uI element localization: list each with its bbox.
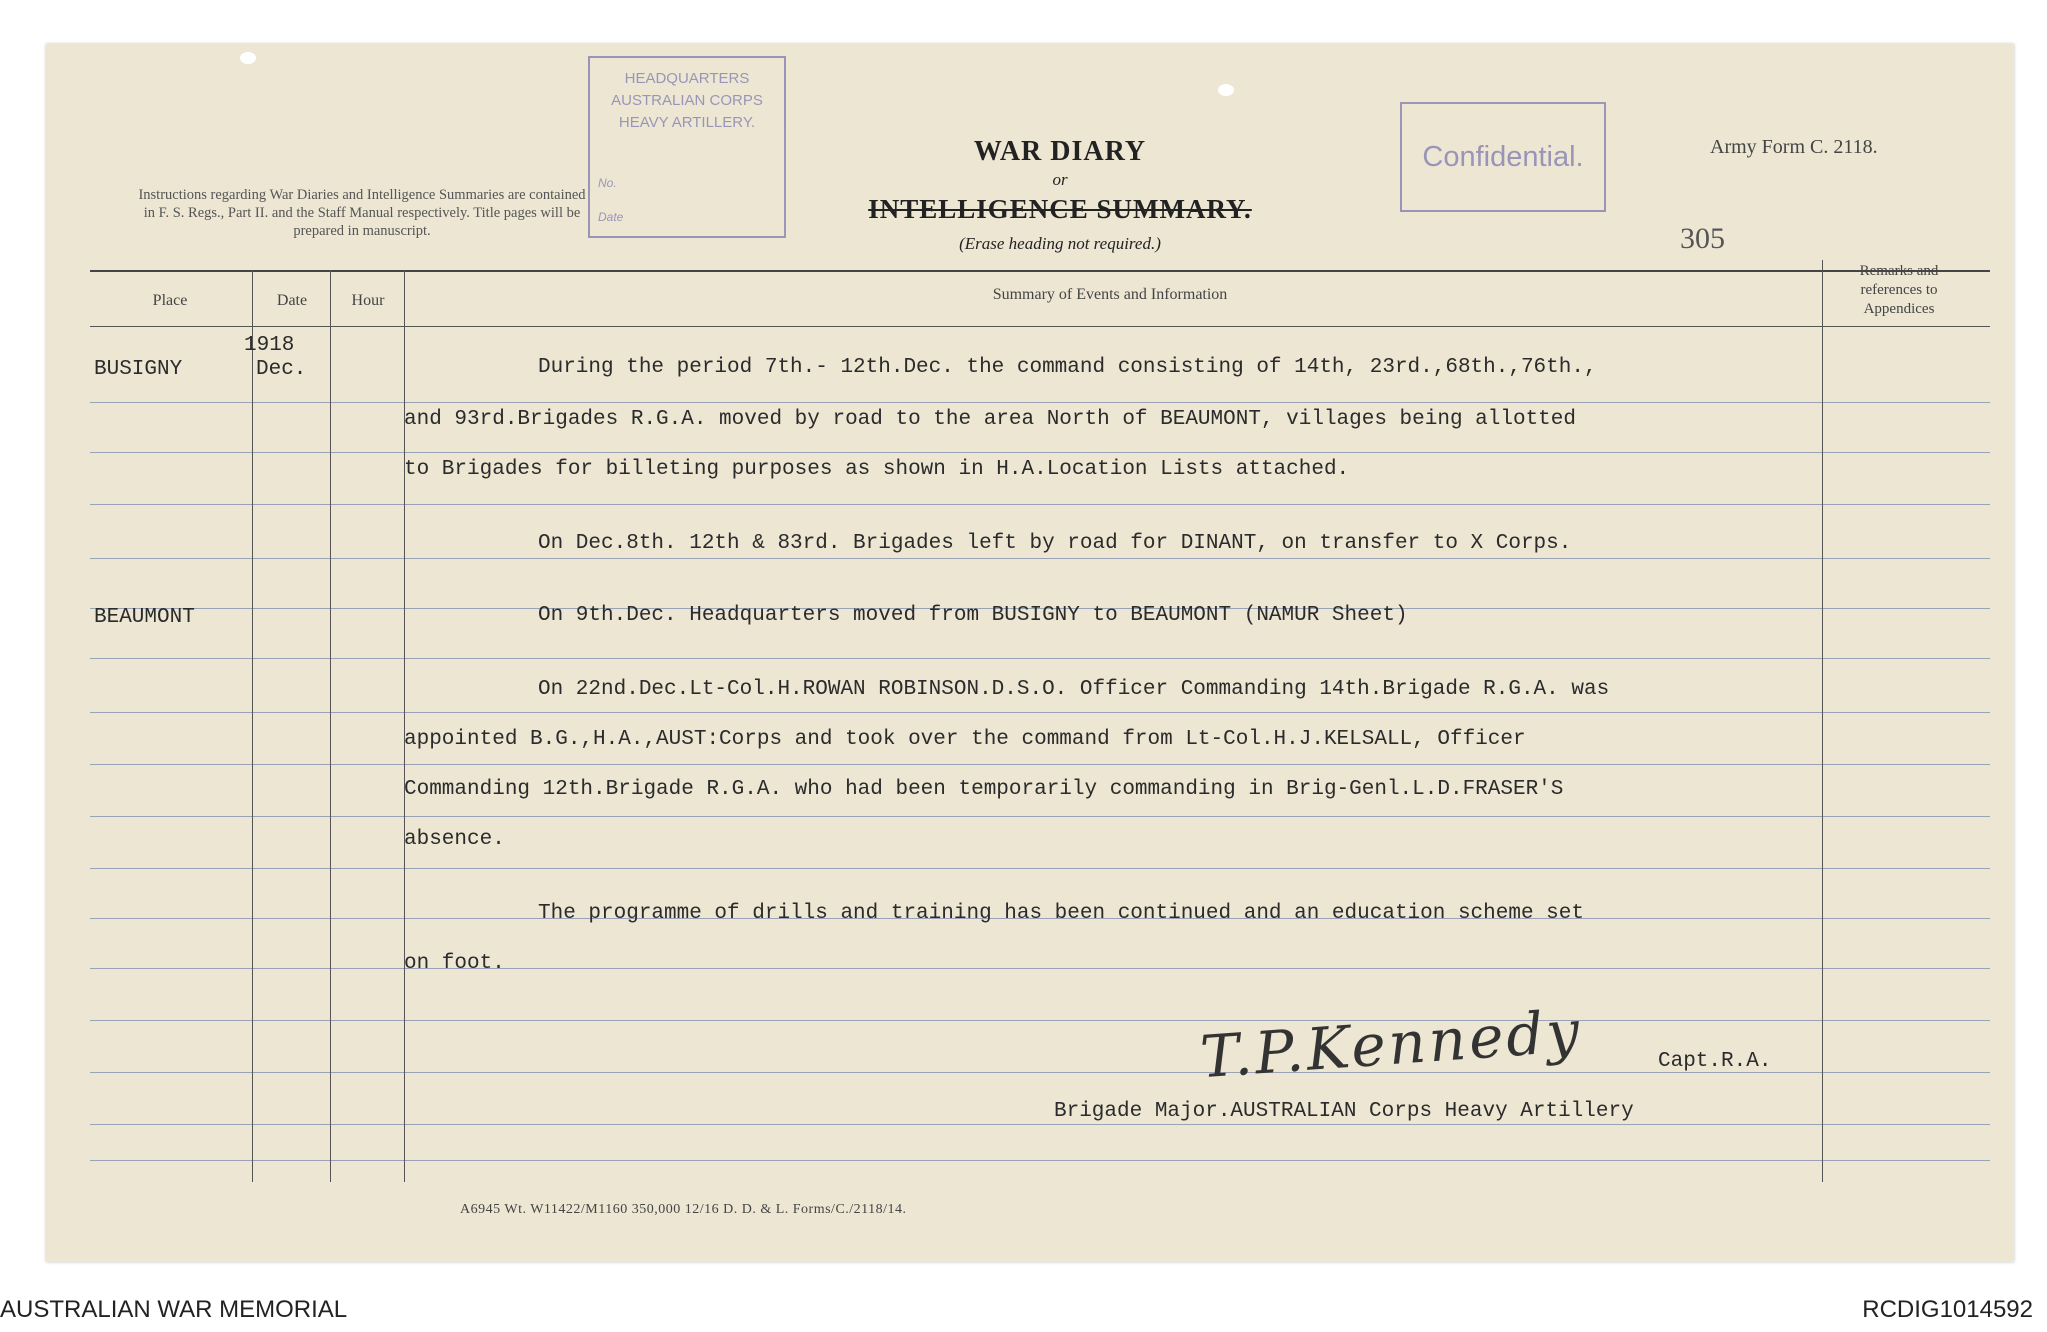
column-header-hour: Hour (351, 292, 385, 309)
instructions-note: Instructions regarding War Diaries and Intelligence Summaries are contained in F. S. Regs., Part II. and the Staff Manual respectively. Title pages will be prepared in manuscript. (138, 187, 586, 239)
page-number: 305 (1680, 222, 1725, 255)
archive-id: RCDIG1014592 (1862, 1296, 2033, 1323)
row-rule (90, 968, 1990, 969)
row-rule (90, 504, 1990, 505)
stamp-line: AUSTRALIAN CORPS (611, 92, 763, 109)
row-rule (90, 712, 1990, 713)
column-header-date: Date (276, 292, 308, 309)
row-rule (90, 1020, 1990, 1021)
summary-line: to Brigades for billeting purposes as shown in H.A.Location Lists attached. (404, 458, 1350, 481)
row-rule (90, 1124, 1990, 1125)
row-rule (90, 816, 1990, 817)
signature-rank: Capt.R.A. (1658, 1050, 1772, 1073)
place-entry: BUSIGNY (94, 358, 183, 381)
column-divider (404, 270, 405, 1182)
form-print-line: A6945 Wt. W11422/M1160 350,000 12/16 D. D. & L. Forms/C./2118/14. (460, 1202, 907, 1217)
row-rule (90, 452, 1990, 453)
row-rule (90, 764, 1990, 765)
erase-note: (Erase heading not required.) (959, 234, 1161, 253)
punch-hole (1218, 84, 1234, 96)
place-entry: BEAUMONT (94, 606, 195, 629)
summary-line: appointed B.G.,H.A.,AUST:Corps and took over the command from Lt-Col.H.J.KELSALL, Officer (404, 728, 1526, 751)
punch-hole (240, 52, 256, 64)
summary-line: on foot. (404, 952, 505, 975)
summary-line: absence. (404, 828, 505, 851)
column-header-place: Place (152, 292, 188, 309)
form-title-or: or (1052, 170, 1068, 189)
summary-line: During the period 7th.- 12th.Dec. the command consisting of 14th, 23rd.,68th.,76th., (538, 356, 1597, 379)
header-rule (90, 326, 1990, 327)
column-header-summary: Summary of Events and Information (992, 286, 1228, 303)
row-rule (90, 868, 1990, 869)
row-rule (90, 658, 1990, 659)
signature-role: Brigade Major.AUSTRALIAN Corps Heavy Artillery (1054, 1100, 1634, 1123)
column-divider (1822, 260, 1823, 1182)
stamp-no-label: No. (598, 176, 617, 190)
column-divider (330, 270, 331, 1182)
row-rule (90, 558, 1990, 559)
confidential-stamp: Confidential. (1400, 102, 1606, 212)
headquarters-stamp (588, 56, 786, 238)
form-title: WAR DIARY (973, 136, 1147, 167)
army-form-number: Army Form C. 2118. (1710, 136, 1878, 158)
date-month: Dec. (256, 358, 307, 381)
date-year: 1918 (244, 334, 295, 357)
summary-line: The programme of drills and training has been continued and an education scheme set (538, 902, 1584, 925)
row-rule (90, 402, 1990, 403)
summary-line: On Dec.8th. 12th & 83rd. Brigades left by road for DINANT, on transfer to X Corps. (538, 532, 1572, 555)
summary-line: and 93rd.Brigades R.G.A. moved by road to the area North of BEAUMONT, villages being allotted (404, 408, 1576, 431)
summary-line: Commanding 12th.Brigade R.G.A. who had been temporarily commanding in Brig-Genl.L.D.FRASER'S (404, 778, 1564, 801)
column-divider (252, 270, 253, 1182)
handwritten-signature: T.P.Kennedy (1198, 996, 1585, 1092)
row-rule (90, 1160, 1990, 1161)
stamp-line: HEADQUARTERS (624, 70, 750, 87)
archive-credit: AUSTRALIAN WAR MEMORIAL (0, 1296, 348, 1323)
summary-line: On 9th.Dec. Headquarters moved from BUSIGNY to BEAUMONT (NAMUR Sheet) (538, 604, 1408, 627)
summary-line: On 22nd.Dec.Lt-Col.H.ROWAN ROBINSON.D.S.O. Officer Commanding 14th.Brigade R.G.A. was (538, 678, 1610, 701)
table-top-rule (90, 270, 1990, 272)
column-header-remarks: Remarks and references to Appendices (1859, 263, 1939, 317)
stamp-line: HEAVY ARTILLERY. (618, 114, 756, 131)
form-subtitle: INTELLIGENCE SUMMARY. (868, 194, 1252, 224)
stamp-date-label: Date (598, 210, 624, 224)
